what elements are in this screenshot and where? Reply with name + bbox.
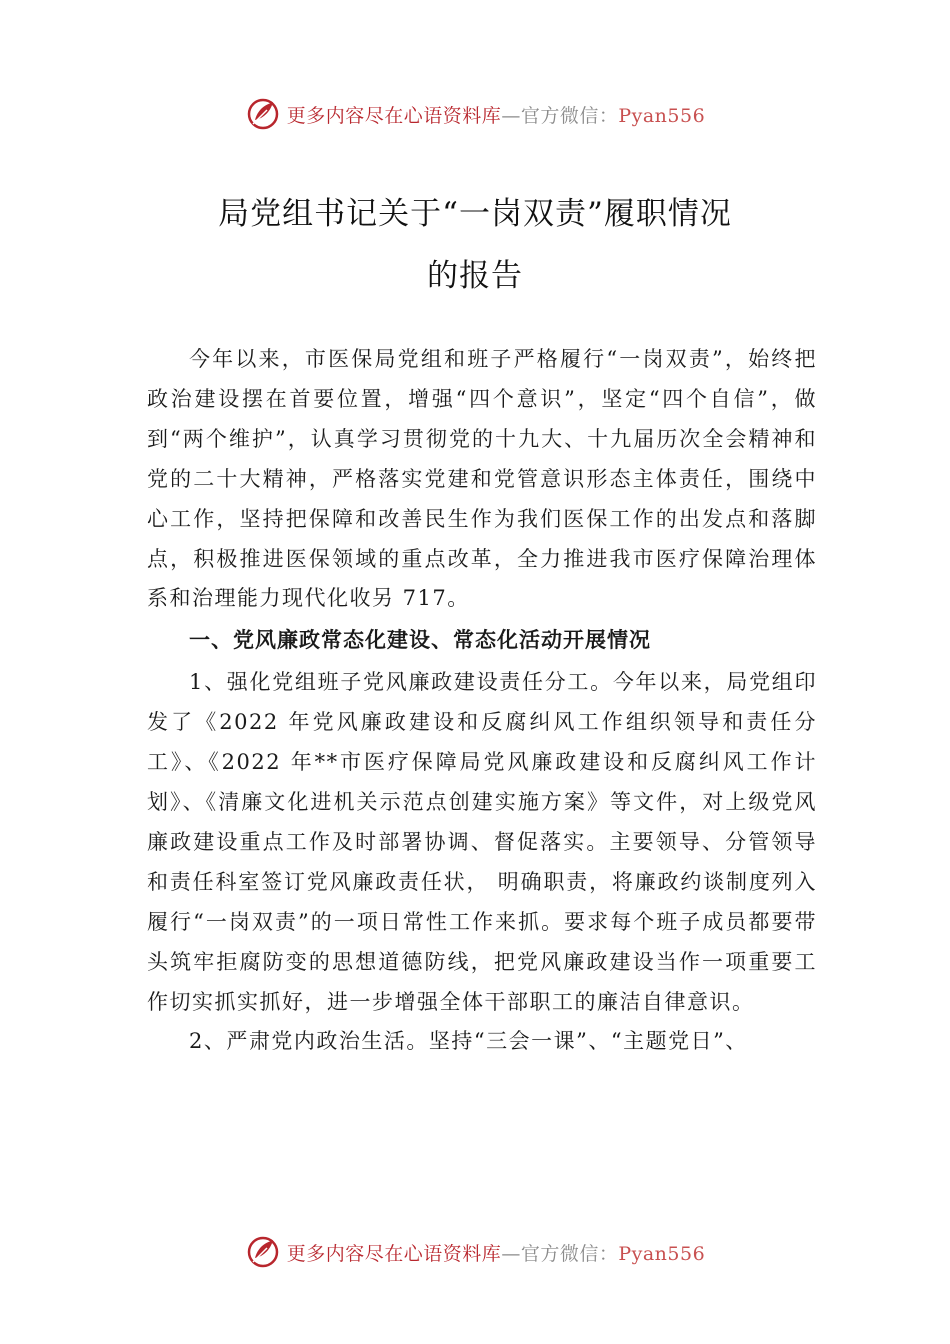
page-title-line-1: 局党组书记关于“一岗双责”履职情况	[218, 196, 732, 232]
banner-text	[287, 101, 705, 128]
banner-dash: —	[501, 1242, 521, 1265]
section-item-1: 1、强化党组班子党风廉政建设责任分工。今年以来，局党组印发了《2022 年党风廉政建设和反腐纠风工作组织领导和责任分工》、《2022 年**市医疗保障局党风廉政建设和反腐纠风工作计划》、《清廉文化进机关示范点创建实施方案》等文件，对上级党风廉政建设重点工作及时部署协调、督促落实。主要领导、分管领导和责任科室签订党风廉政责任状， 明确职责，将廉政约谈制度列入履行“一岗双责”的一项日常性工作来抓。要求每个班子成员都要带头筑牢拒腐防变的思想道德防线，把党风廉政建设当作一项重要工作切实抓实抓好，进一步增强全体干部职工的廉洁自律意识。	[147, 670, 817, 1014]
footer-banner	[0, 1232, 950, 1272]
banner-brand: 更多内容尽在心语资料库	[286, 1242, 502, 1265]
banner-text	[287, 1239, 705, 1266]
banner-dash: —	[501, 104, 521, 127]
leaf-seal-icon	[245, 96, 281, 132]
page-title-line-2: 的报告	[427, 258, 523, 294]
header-banner	[0, 94, 950, 134]
banner-brand: 更多内容尽在心语资料库	[286, 104, 502, 127]
banner-wechat-id: Pyan556	[618, 104, 706, 127]
banner-wechat-id: Pyan556	[618, 1242, 706, 1265]
section-heading-1: 一、党风廉政常态化建设、常态化活动开展情况	[189, 628, 651, 653]
section-item-2: 2、严肃党内政治生活。坚持“三会一课”、“主题党日”、	[189, 1029, 748, 1054]
banner-wechat-label: 官方微信：	[520, 104, 619, 127]
intro-paragraph: 今年以来，市医保局党组和班子严格履行“一岗双责”，始终把政治建设摆在首要位置，增强“四个意识”，坚定“四个自信”，做到“两个维护”，认真学习贯彻党的十九大、十九届历次全会精神和党的二十大精神，严格落实党建和党管意识形态主体责任，围绕中心工作，坚持把保障和改善民生作为我们医保工作的出发点和落脚点，积极推进医保领域的重点改革，全力推进我市医疗保障治理体系和治理能力现代化收另 717。	[147, 347, 817, 611]
document-body	[147, 340, 817, 1062]
leaf-seal-icon	[245, 1234, 281, 1270]
banner-wechat-label: 官方微信：	[520, 1242, 619, 1265]
